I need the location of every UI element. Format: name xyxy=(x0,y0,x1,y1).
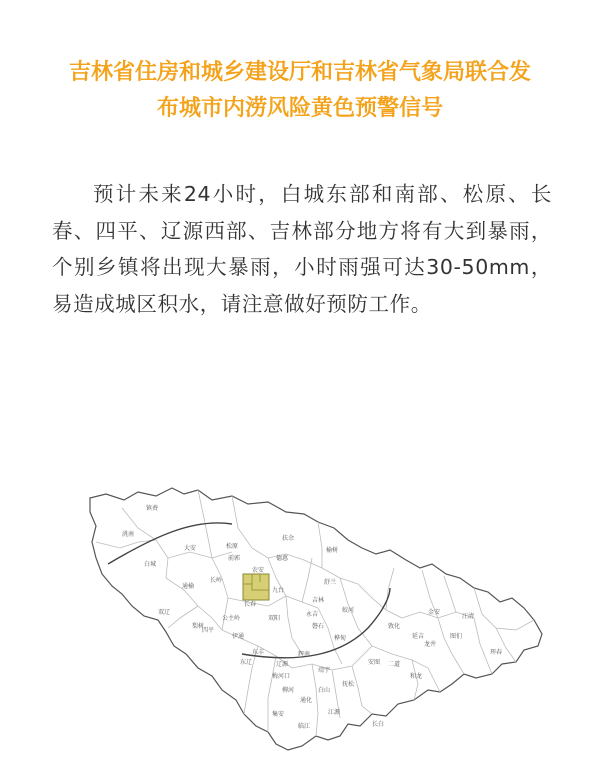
label-yushu: 榆树 xyxy=(326,547,339,554)
label-linjiang: 临江 xyxy=(298,723,311,730)
label-shuangliao: 双辽 xyxy=(158,609,171,616)
label-fuyu: 扶余 xyxy=(282,535,295,542)
label-dongfeng: 东丰 xyxy=(252,649,265,656)
label-huinan: 辉南 xyxy=(298,651,311,658)
label-jilin: 吉林 xyxy=(312,597,325,604)
label-helong: 和龙 xyxy=(410,673,423,680)
label-dongliao: 东辽 xyxy=(240,659,253,666)
label-jinan: 金安 xyxy=(428,609,441,616)
label-antu: 安图 xyxy=(368,659,381,666)
label-yanji: 延吉 xyxy=(412,633,425,640)
headline-line-2: 布城市内涝风险黄色预警信号 xyxy=(156,96,443,121)
map-svg xyxy=(72,478,548,760)
label-siping: 四平 xyxy=(202,627,215,634)
label-hunchun: 珲春 xyxy=(490,649,503,656)
label-wangqing: 汪清 xyxy=(462,613,475,620)
label-jian: 集安 xyxy=(272,711,285,718)
label-meihekou: 梅河口 xyxy=(272,673,291,680)
label-changbai: 长白 xyxy=(372,721,385,728)
label-shulan: 舒兰 xyxy=(324,579,337,586)
warning-area-changchun xyxy=(243,574,269,600)
label-huadian: 桦甸 xyxy=(334,635,347,642)
label-dehui: 德惠 xyxy=(276,555,289,562)
label-taonan: 洮南 xyxy=(122,531,135,538)
label-yongji: 永吉 xyxy=(306,611,319,618)
label-changchun: 长春 xyxy=(244,601,257,608)
label-jiutai: 九台 xyxy=(272,587,285,594)
headline-line-1: 吉林省住房和城乡建设厅和吉林省气象局联合发 xyxy=(68,60,531,85)
label-songyuan: 松原 xyxy=(226,543,239,550)
label-tonghua: 通化 xyxy=(300,697,313,704)
label-fusong: 抚松 xyxy=(342,681,355,688)
label-tumen: 图们 xyxy=(450,633,463,640)
label-gongzhuling: 公主岭 xyxy=(222,615,241,622)
label-dunhua: 敦化 xyxy=(388,623,401,630)
jilin-province-map xyxy=(72,478,548,760)
label-zhenlai: 镇赉 xyxy=(146,505,159,512)
label-baishan: 白山 xyxy=(318,687,331,694)
label-daan: 大安 xyxy=(184,545,197,552)
label-tongyu: 通榆 xyxy=(182,583,195,590)
label-jingyu: 靖宇 xyxy=(318,667,331,674)
label-jiangyuan: 江源 xyxy=(328,709,341,716)
label-shuangyang: 双阳 xyxy=(268,615,281,622)
label-nongan: 农安 xyxy=(252,567,265,574)
label-erdaobaihe: 二道 xyxy=(388,661,401,668)
label-panshi: 磐石 xyxy=(312,623,325,630)
label-qianguo: 前郭 xyxy=(228,555,241,562)
warning-body-text: 预计未来24小时，白城东部和南部、松原、长春、四平、辽源西部、吉林部分地方将有大到暴雨，个别乡镇将出现大暴雨，小时雨强可达30-50mm，易造成城区积水，请注意做好预防工作。 xyxy=(52,182,552,316)
label-liaoyuan: 辽源 xyxy=(276,661,289,668)
label-baicheng: 白城 xyxy=(144,561,157,568)
label-lishu: 梨树 xyxy=(192,623,205,630)
label-liuhe: 柳河 xyxy=(282,687,295,694)
label-jiaohe: 蛟河 xyxy=(342,607,355,614)
headline xyxy=(20,55,580,127)
label-yitong: 伊通 xyxy=(232,633,245,640)
label-changling: 长岭 xyxy=(210,577,223,584)
label-longjing: 龙井 xyxy=(424,641,437,648)
